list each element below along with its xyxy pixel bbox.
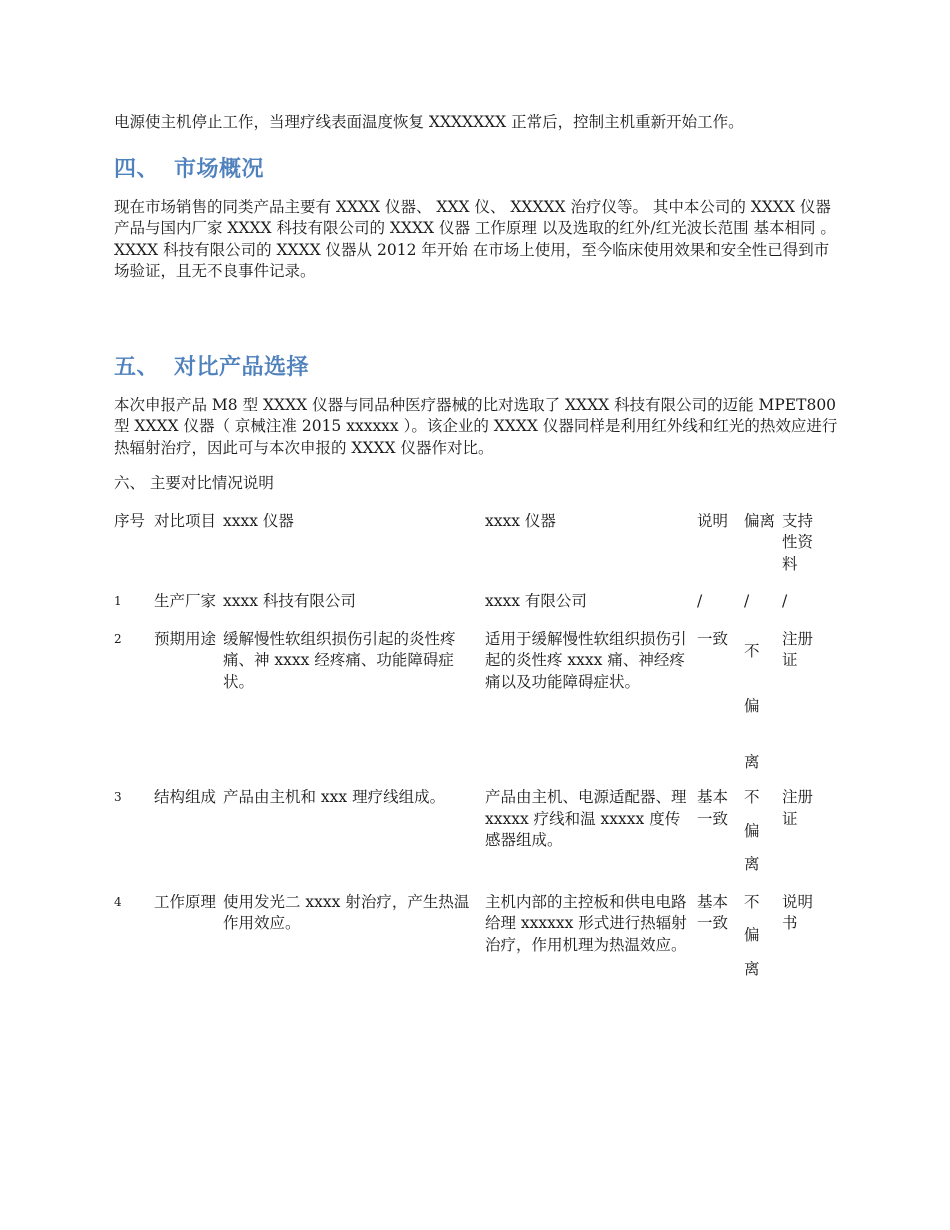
row-product-b: 适用于缓解慢性软组织损伤引起的炎性疼 xxxx 痛、神经疼痛以及功能障碍症状。	[485, 629, 687, 691]
row-support: /	[782, 592, 788, 610]
header-support: 支持性资料	[782, 511, 814, 573]
row-product-a: 产品由主机和 xxx 理疗线组成。	[223, 788, 446, 806]
section-5-paragraph: 本次申报产品 M8 型 XXXX 仪器与同品种医疗器械的比对选取了 XXXX 科技有限公司的迈能 MPET800 型 XXXX 仪器（ 京械注准 2015 xxxxxx ）。该企业的 XXXX 仪器同样是利用红外线和红光的热效应进行热辐射治疗，因此可与本次申报的 XXXX 仪器作对比。	[114, 395, 838, 457]
section-5-title: 对比产品选择	[174, 354, 310, 380]
table-row	[114, 892, 834, 981]
section-4-heading	[114, 152, 844, 183]
row-note: 基本一致	[697, 892, 729, 932]
section-4-title: 市场概况	[174, 156, 265, 182]
header-product-b: xxxx 仪器	[485, 511, 556, 530]
table-row	[114, 591, 834, 613]
section-6-title: 六、 主要对比情况说明	[114, 474, 274, 492]
row-support: 注册证	[782, 629, 814, 669]
deviation-char: 离	[744, 959, 760, 978]
deviation-char: 不	[744, 788, 760, 806]
row-deviation	[744, 892, 782, 981]
row-product-b: 产品由主机、电源适配器、理 xxxxx 疗线和温 xxxxx 度传感器组成。	[485, 788, 687, 849]
row-note: 一致	[697, 629, 729, 648]
deviation-char: 不	[744, 641, 760, 660]
deviation-char: 偏	[744, 697, 760, 715]
row-deviation	[744, 629, 782, 774]
header-item: 对比项目	[154, 511, 217, 530]
row-product-b: xxxx 有限公司	[485, 592, 587, 610]
row-note: 基本一致	[697, 788, 729, 828]
deviation-char: 偏	[744, 926, 760, 944]
row-item: 生产厂家	[154, 592, 217, 610]
row-deviation	[744, 787, 782, 876]
section-4-number: 四、	[114, 156, 160, 182]
row-number: 4	[114, 894, 122, 909]
row-product-b: 主机内部的主控板和供电电路给理 xxxxxx 形式进行热辐射治疗，作用机理为热温效应。	[485, 892, 687, 954]
comparison-table	[114, 511, 834, 981]
row-number: 2	[114, 631, 122, 646]
row-number: 1	[114, 594, 122, 608]
row-note: /	[697, 592, 703, 610]
row-number: 3	[114, 790, 122, 804]
section-4-paragraph: 现在市场销售的同类产品主要有 XXXX 仪器、 XXX 仪、 XXXXX 治疗仪等。 其中本公司的 XXXX 仪器 产品与国内厂家 XXXX 科技有限公司的 XXXX 仪器 工作原理 以及选取的红外/红光波长范围 基本相同 。XXXX 科技有限公司的 XXXX 仪器从 2012 年开始 在市场上使用，至今临床使用效果和安全性已得到市场验证，且无不良事件记录。	[114, 197, 836, 280]
row-product-a: 使用发光二 xxxx 射治疗，产生热温作用效应。	[223, 892, 470, 932]
row-item: 预期用途	[154, 629, 217, 648]
table-header-row	[114, 511, 834, 576]
header-product-a: xxxx 仪器	[223, 511, 294, 530]
row-product-a: xxxx 科技有限公司	[223, 592, 356, 610]
header-note: 说明	[697, 511, 729, 530]
deviation-char: 离	[744, 855, 760, 873]
header-deviation: 偏离	[744, 511, 776, 530]
deviation-char: 不	[744, 892, 760, 911]
row-product-a: 缓解慢性软组织损伤引起的炎性疼痛、神 xxxx 经疼痛、功能障碍症状。	[223, 629, 456, 691]
section-5-heading	[114, 350, 844, 381]
row-item: 结构组成	[154, 788, 217, 806]
deviation-char: 离	[744, 752, 760, 771]
section-5-number: 五、	[114, 354, 160, 380]
row-item: 工作原理	[154, 892, 217, 911]
table-row	[114, 787, 834, 876]
deviation-char: 偏	[744, 821, 760, 840]
row-support: 注册证	[782, 788, 814, 828]
header-no: 序号	[114, 511, 146, 530]
table-row	[114, 629, 834, 774]
intro-paragraph: 电源使主机停止工作，当理疗线表面温度恢复 XXXXXXX 正常后，控制主机重新开始工作。	[114, 113, 744, 131]
row-support: 说明书	[782, 892, 814, 932]
row-deviation: /	[744, 592, 750, 610]
document-page	[114, 112, 844, 980]
